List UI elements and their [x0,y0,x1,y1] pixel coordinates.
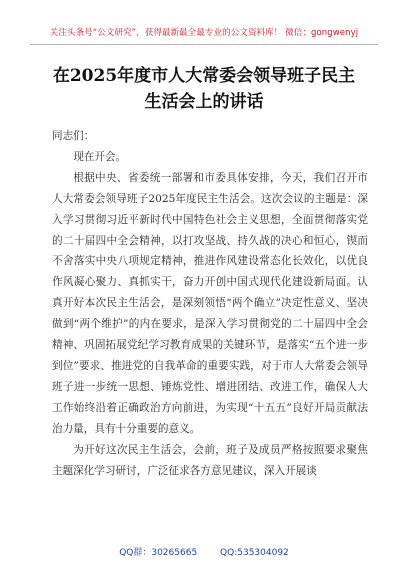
document-title [40,63,368,115]
header-divider [30,44,378,45]
paragraph-main: 根据中央、省委统一部署和市委具体安排，今天，我们召开市人大常委会领导班子2025年度民主生活会。这次会议的主题是：深入学习贯彻习近平新时代中国特色社会主义思想，全面贯彻落实党的二十届四中全会精神，以打攻坚战、持久战的决心和恒心，锲而不舍落实中央八项规定精神，推进作风建设常态化长效化，以优良作风凝心聚力、真抓实干，奋力开创中国式现代化建设新局面。认真开好本次民主生活会，是深刻领悟“两个确立”决定性意义、坚决做到“两个维护”的内在要求，是深入学习贯彻党的二十届四中全会精神、巩固拓展党纪学习教育成果的关键环节，是落实“五个进一步到位”要求、推进党的自我革命的重要实践，对于市人大常委会领导班子进一步统一思想、锤炼党性、增进团结、改进工作，确保人大工作始终沿着正确政治方向前进，为实现“十五五”良好开局贡献法治力量，具有十分重要的意义。 [52,171,368,435]
footer-qq-group: QQ群：30265665 [119,548,198,558]
paragraph-opening: 现在开会。 [73,150,127,163]
footer [0,545,408,558]
paragraph-preparation: 为开好这次民主生活会，会前，班子及成员严格按照要求聚焦主题深化学习研讨，广泛征求各方意见建议，深入开展谈 [52,443,368,477]
greeting: 同志们： [52,130,95,142]
title-line-2: 生活会上的讲话 [144,92,264,112]
footer-qq: QQ:535304092 [220,548,289,558]
title-line-1: 在2025年度市人大常委会领导班子民主 [52,66,356,86]
document-body [52,126,368,481]
header-banner: 关注头条号“公文研究”，获得最新最全最专业的公文资料库！ 微信：gongwenyj [49,28,359,38]
